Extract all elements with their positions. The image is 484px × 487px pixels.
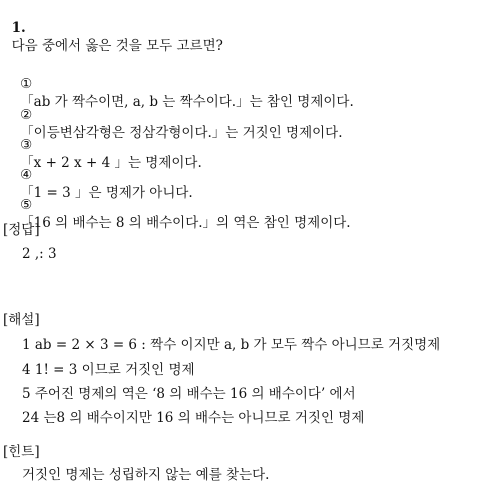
- explanation-line-1: 1 ab = 2 × 3 = 6 : 짝수 이지만 a, b 가 모두 짝수 아니므로 거짓명제: [22, 337, 441, 353]
- answer-header: [정답]: [3, 222, 40, 238]
- choice-text: 「16 의 배수는 8 의 배수이다.」의 역은 참인 명제이다.: [20, 215, 351, 231]
- explanation-header: [해설]: [3, 312, 40, 328]
- choice-marker: ⑤: [20, 197, 33, 213]
- choice-text: 「ab 가 짝수이면, a, b 는 짝수이다.」는 참인 명제이다.: [20, 94, 354, 110]
- choice-marker: ③: [20, 137, 33, 153]
- question-number: 1.: [11, 20, 26, 36]
- explanation-line-2: 4 1! = 3 이므로 거짓인 명제: [22, 362, 195, 378]
- explanation-line-4: 24 는8 의 배수이지만 16 의 배수는 아니므로 거짓인 명제: [22, 410, 365, 426]
- hint-text: 거짓인 명제는 성립하지 않는 예를 찾는다.: [22, 467, 270, 483]
- choice-text: 「1 = 3 」은 명제가 아니다.: [20, 185, 193, 201]
- choice-marker: ②: [20, 107, 33, 123]
- choice-marker: ①: [20, 76, 33, 92]
- explanation-line-3: 5 주어진 명제의 역은 ‘8 의 배수는 16 의 배수이다’ 에서: [22, 386, 356, 402]
- question-header: [3, 1, 223, 55]
- choice-item-5: [3, 178, 351, 250]
- choice-text: 「x + 2 x + 4 」는 명제이다.: [20, 155, 202, 171]
- choice-marker: ④: [20, 167, 33, 183]
- question-text: 다음 중에서 옳은 것을 모두 고르면?: [11, 38, 223, 54]
- hint-header: [힌트]: [3, 444, 40, 460]
- choice-text: 「이등변삼각형은 정삼각형이다.」는 거짓인 명제이다.: [20, 125, 343, 141]
- answer-text: 2 ,: 3: [22, 246, 57, 262]
